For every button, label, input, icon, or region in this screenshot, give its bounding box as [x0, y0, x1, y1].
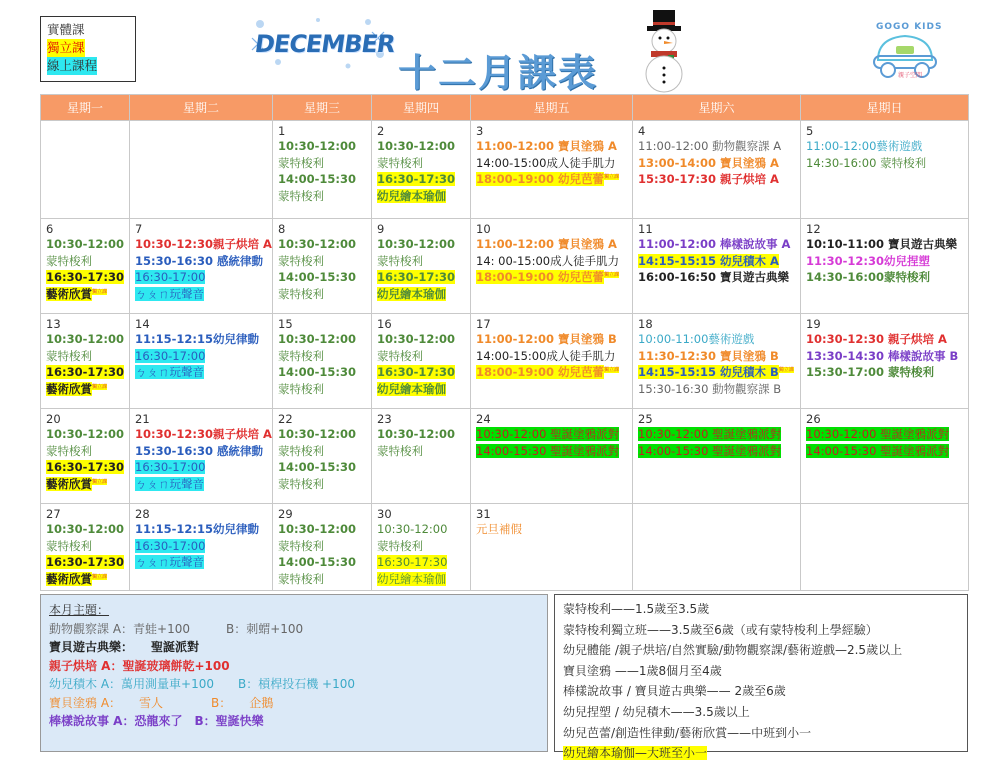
day-number: 23 — [377, 412, 392, 426]
week-row — [41, 314, 969, 409]
class-entry: 18:00-19:00 幼兒芭蕾 — [476, 172, 604, 186]
class-entry: 元旦補假 — [476, 522, 522, 536]
class-entry: 16:30-17:30 — [377, 270, 455, 284]
class-entry: 蒙特梭利 — [278, 253, 324, 268]
age-guide-box — [554, 594, 968, 761]
class-entry: 15:30-17:30 親子烘培 A — [638, 172, 779, 186]
week-row — [41, 219, 969, 314]
legend-solo: 獨立課 — [47, 40, 85, 55]
class-entry: 16:30-17:00 — [135, 460, 206, 474]
day-number: 5 — [806, 124, 814, 138]
class-entry: 10:30-12:00 — [377, 522, 448, 536]
class-entry: 14:15-15:15 幼兒積木 B — [638, 365, 779, 379]
class-entry: 18:00-19:00 幼兒芭蕾 — [476, 270, 604, 284]
age-line: 蒙特梭利——1.5歲至3.5歲 — [563, 602, 710, 616]
page-title: 十二月課表 — [398, 51, 599, 95]
class-entry: 幼兒繪本瑜伽 — [377, 571, 446, 586]
day-cell — [801, 219, 969, 314]
day-number: 4 — [638, 124, 646, 138]
day-cell — [273, 409, 372, 504]
snowman-icon — [638, 8, 690, 94]
weekday-header-row — [41, 95, 969, 121]
day-number: 11 — [638, 222, 653, 236]
day-cell — [372, 504, 471, 591]
day-number: 17 — [476, 317, 491, 331]
class-entry: 10:30-12:00 聖誕塗鴉派對 — [476, 427, 620, 441]
class-entry: 10:30-12:00 — [46, 332, 124, 346]
class-entry: 16:30-17:30 — [46, 365, 124, 379]
day-number: 14 — [135, 317, 150, 331]
class-entry: 14: 00-15:00成人徒手肌力 — [476, 253, 620, 268]
day-cell — [633, 219, 801, 314]
class-entry: 11:30-12:30幼兒捏塑 — [806, 253, 930, 268]
day-cell — [130, 121, 273, 219]
theme-line: 動物觀察課 A：青蛙+100 B：刺蝟+100 — [49, 621, 304, 636]
day-number: 20 — [46, 412, 61, 426]
day-number: 28 — [135, 507, 150, 521]
class-entry: 幼兒繪本瑜伽 — [377, 188, 446, 203]
day-number: 3 — [476, 124, 484, 138]
day-cell — [633, 314, 801, 409]
solo-class-tag: 獨立課 — [604, 367, 620, 374]
class-entry: 14:30-16:00蒙特梭利 — [806, 270, 930, 284]
day-cell — [130, 504, 273, 591]
class-entry: 10:10-11:00 寶貝遊古典樂 — [806, 237, 957, 251]
class-entry: 14:00-15:30 — [278, 555, 356, 569]
day-number: 10 — [476, 222, 491, 236]
age-line: 寶貝塗鴉 ——1歲8個月至4歲 — [563, 663, 722, 678]
class-entry: 蒙特梭利 — [278, 538, 324, 553]
day-number: 18 — [638, 317, 653, 331]
weekday-header: 星期五 — [471, 95, 633, 121]
day-number: 29 — [278, 507, 293, 521]
class-entry: 11:00-12:00 動物觀察課 A — [638, 139, 782, 153]
day-number: 15 — [278, 317, 293, 331]
theme-line: 親子烘培 A：聖誕玻璃餅乾+100 — [49, 658, 230, 673]
day-number: 12 — [806, 222, 821, 236]
class-entry: 10:30-12:30親子烘培 A — [135, 427, 272, 441]
class-entry: 14:00-15:30 — [278, 460, 356, 474]
class-entry: 14:15-15:15 幼兒積木 A — [638, 253, 779, 268]
day-cell — [130, 314, 273, 409]
class-entry: 藝術欣賞 — [46, 286, 92, 301]
day-cell — [130, 409, 273, 504]
class-entry: 藝術欣賞 — [46, 476, 92, 491]
class-entry: 幼兒繪本瑜伽 — [377, 286, 446, 301]
class-entry: 16:30-17:30 — [377, 555, 448, 569]
day-number: 24 — [476, 412, 491, 426]
age-line: 幼兒捏塑 / 幼兒積木——3.5歲以上 — [563, 704, 750, 719]
class-entry: 13:30-14:30 棒樣說故事 B — [806, 348, 959, 363]
age-line: 棒樣說故事 / 寶貝遊古典樂—— 2歲至6歲 — [563, 684, 786, 699]
day-number: 6 — [46, 222, 54, 236]
class-entry: 蒙特梭利 — [46, 443, 92, 458]
weekday-header: 星期二 — [130, 95, 273, 121]
class-entry: 11:30-12:30 寶貝塗鴉 B — [638, 348, 779, 363]
weekday-header: 星期六 — [633, 95, 801, 121]
solo-class-tag: 獨立課 — [604, 174, 620, 181]
monthly-theme-box — [40, 594, 548, 752]
class-entry: 16:30-17:30 — [46, 555, 124, 569]
class-entry: 10:30-12:00 — [46, 427, 124, 441]
class-entry: 15:30-16:30 動物觀察課 B — [638, 381, 782, 396]
class-entry: ㄅㄆㄇ玩聲音 — [135, 476, 204, 491]
class-entry: 14:00-15:30 聖誕塗鴉派對 — [476, 443, 620, 458]
class-entry: 10:30-12:30 親子烘培 A — [806, 332, 947, 346]
weekday-header: 星期四 — [372, 95, 471, 121]
class-entry: 蒙特梭利 — [46, 538, 92, 553]
day-cell — [130, 219, 273, 314]
day-cell — [41, 121, 130, 219]
class-entry: 蒙特梭利 — [46, 348, 92, 363]
class-entry: 10:30-12:00 — [377, 237, 455, 251]
class-entry: 16:30-17:30 — [46, 460, 124, 474]
week-row — [41, 121, 969, 219]
class-entry: 蒙特梭利 — [377, 155, 423, 170]
class-entry: 14:00-15:00成人徒手肌力 — [476, 155, 616, 170]
age-line: 幼兒體能 /親子烘培/自然實驗/動物觀察課/藝術遊戲—2.5歲以上 — [563, 643, 903, 658]
day-number: 1 — [278, 124, 286, 138]
day-cell — [801, 121, 969, 219]
class-entry: 16:30-17:30 — [377, 172, 455, 186]
day-cell — [372, 314, 471, 409]
solo-class-tag: 獨立課 — [92, 383, 108, 390]
class-entry: 16:30-17:00 — [135, 348, 206, 363]
class-entry: 10:00-11:00藝術遊戲 — [638, 332, 755, 346]
class-entry: 14:00-15:30 — [278, 365, 356, 379]
class-entry: 蒙特梭利 — [377, 348, 423, 363]
class-entry: 10:30-12:00 — [278, 139, 356, 153]
day-cell — [273, 219, 372, 314]
day-cell — [471, 121, 633, 219]
calendar-table — [40, 94, 969, 591]
class-entry: 14:00-15:30 — [278, 172, 356, 186]
class-entry: 15:30-17:00 蒙特梭利 — [806, 365, 934, 379]
day-cell — [633, 409, 801, 504]
class-entry: 10:30-12:00 — [46, 522, 124, 536]
day-number: 27 — [46, 507, 61, 521]
class-entry: 10:30-12:00 — [278, 427, 356, 441]
class-entry: 蒙特梭利 — [278, 348, 324, 363]
theme-line: 棒樣說故事 A：恐龍來了 B：聖誕快樂 — [49, 714, 264, 728]
day-number: 25 — [638, 412, 653, 426]
day-cell — [471, 219, 633, 314]
class-entry: 蒙特梭利 — [377, 443, 423, 458]
solo-class-tag: 獨立課 — [92, 573, 108, 580]
age-line: 幼兒芭蕾/創造性律動/藝術欣賞——中班到小一 — [563, 725, 812, 740]
class-entry: 蒙特梭利 — [278, 381, 324, 396]
theme-line: 寶貝塗鴉 A： 雪人 B： 企鵝 — [49, 695, 274, 710]
weekday-header: 星期三 — [273, 95, 372, 121]
day-cell — [273, 121, 372, 219]
weekday-header: 星期一 — [41, 95, 130, 121]
day-number: 19 — [806, 317, 821, 331]
class-entry: ㄅㄆㄇ玩聲音 — [135, 555, 204, 569]
day-number: 2 — [377, 124, 385, 138]
class-entry: 16:30-17:30 — [377, 365, 455, 379]
day-number: 9 — [377, 222, 385, 236]
class-entry: 18:00-19:00 幼兒芭蕾 — [476, 365, 604, 379]
class-entry: 蒙特梭利 — [278, 155, 324, 170]
age-line: 蒙特梭利獨立班——3.5歲至6歲（或有蒙特梭利上學經驗） — [563, 622, 878, 637]
class-entry: 10:30-12:00 — [278, 332, 356, 346]
class-entry: 11:00-12:00 寶貝塗鴉 B — [476, 332, 617, 346]
day-number: 7 — [135, 222, 143, 236]
class-entry: 10:30-12:00 — [377, 139, 455, 153]
week-row — [41, 504, 969, 591]
day-number: 13 — [46, 317, 61, 331]
class-entry: 16:00-16:50 寶貝遊古典樂 — [638, 270, 789, 284]
day-cell — [273, 504, 372, 591]
day-number: 21 — [135, 412, 150, 426]
class-entry: 11:00-12:00 棒樣說故事 A — [638, 237, 791, 251]
class-entry: 11:00-12:00 寶貝塗鴉 A — [476, 237, 617, 251]
class-entry: 14:00-15:30 — [278, 270, 356, 284]
day-number: 8 — [278, 222, 286, 236]
class-entry: 10:30-12:00 — [46, 237, 124, 251]
day-cell — [633, 504, 801, 591]
class-entry: 16:30-17:30 — [46, 270, 124, 284]
day-cell — [633, 121, 801, 219]
class-entry: 10:30-12:00 — [278, 237, 356, 251]
class-entry: 蒙特梭利 — [278, 443, 324, 458]
class-entry: ㄅㄆㄇ玩聲音 — [135, 286, 204, 301]
color-legend — [40, 16, 136, 82]
class-entry: 15:30-16:30 感統律動 — [135, 443, 263, 458]
logo-brand: GOGO KIDS — [876, 22, 943, 32]
day-cell — [801, 314, 969, 409]
logo-subtitle: 親子空間 — [898, 72, 923, 79]
class-entry: 蒙特梭利 — [278, 476, 324, 491]
age-line: 幼兒繪本瑜伽—大班至小一 — [563, 746, 708, 761]
class-entry: 11:15-12:15幼兒律動 — [135, 332, 259, 346]
class-entry: 蒙特梭利 — [46, 253, 92, 268]
day-cell — [372, 409, 471, 504]
day-cell — [801, 504, 969, 591]
class-entry: 14:00-15:30 聖誕塗鴉派對 — [638, 443, 782, 458]
day-number: 30 — [377, 507, 392, 521]
solo-class-tag: 獨立課 — [92, 478, 108, 485]
class-entry: 14:00-15:30 聖誕塗鴉派對 — [806, 443, 950, 458]
class-entry: 10:30-12:00 — [278, 522, 356, 536]
class-entry: 10:30-12:30親子烘培 A — [135, 237, 272, 251]
day-cell — [372, 121, 471, 219]
class-entry: 蒙特梭利 — [278, 188, 324, 203]
class-entry: 11:00-12:00藝術遊戲 — [806, 139, 923, 153]
class-entry: 蒙特梭利 — [278, 571, 324, 586]
class-entry: 14:30-16:00 蒙特梭利 — [806, 155, 927, 170]
day-cell — [273, 314, 372, 409]
day-cell — [801, 409, 969, 504]
day-cell — [41, 219, 130, 314]
day-cell — [471, 409, 633, 504]
class-entry: 11:15-12:15幼兒律動 — [135, 522, 259, 536]
day-number: 22 — [278, 412, 293, 426]
class-entry: 10:30-12:00 聖誕塗鴉派對 — [638, 427, 782, 441]
class-entry: 蒙特梭利 — [377, 253, 423, 268]
legend-online: 線上課程 — [47, 58, 98, 73]
day-number: 16 — [377, 317, 392, 331]
day-number: 31 — [476, 507, 491, 521]
class-entry: 10:30-12:00 — [377, 332, 455, 346]
class-entry: ㄅㄆㄇ玩聲音 — [135, 365, 204, 379]
weekday-header: 星期日 — [801, 95, 969, 121]
class-entry: 13:00-14:00 寶貝塗鴉 A — [638, 155, 779, 170]
class-entry: 蒙特梭利 — [278, 286, 324, 301]
day-cell — [471, 314, 633, 409]
day-cell — [471, 504, 633, 591]
day-cell — [372, 219, 471, 314]
class-entry: 幼兒繪本瑜伽 — [377, 381, 446, 396]
solo-class-tag: 獨立課 — [778, 367, 794, 374]
class-entry: 蒙特梭利 — [377, 538, 423, 553]
day-cell — [41, 409, 130, 504]
day-number: 26 — [806, 412, 821, 426]
day-cell — [41, 504, 130, 591]
theme-line: 寶貝遊古典樂： 聖誕派對 — [49, 640, 200, 654]
month-word: DECEMBER — [253, 30, 397, 58]
theme-heading: 本月主題： — [49, 603, 110, 617]
day-cell — [41, 314, 130, 409]
theme-line: 幼兒積木 A：萬用測量車+100 B：槓桿投石機 +100 — [49, 677, 355, 691]
class-entry: 16:30-17:00 — [135, 538, 206, 553]
class-entry: 10:30-12:00 — [377, 427, 455, 441]
week-row — [41, 409, 969, 504]
legend-in-person: 實體課 — [47, 22, 85, 37]
class-entry: 藝術欣賞 — [46, 571, 92, 586]
class-entry: 10:30-12:00 聖誕塗鴉派對 — [806, 427, 950, 441]
class-entry: 14:00-15:00成人徒手肌力 — [476, 348, 616, 363]
solo-class-tag: 獨立課 — [92, 288, 108, 295]
solo-class-tag: 獨立課 — [604, 272, 620, 279]
class-entry: 11:00-12:00 寶貝塗鴉 A — [476, 139, 617, 153]
class-entry: 藝術欣賞 — [46, 381, 92, 396]
class-entry: 16:30-17:00 — [135, 270, 206, 284]
class-entry: 15:30-16:30 感統律動 — [135, 253, 263, 268]
